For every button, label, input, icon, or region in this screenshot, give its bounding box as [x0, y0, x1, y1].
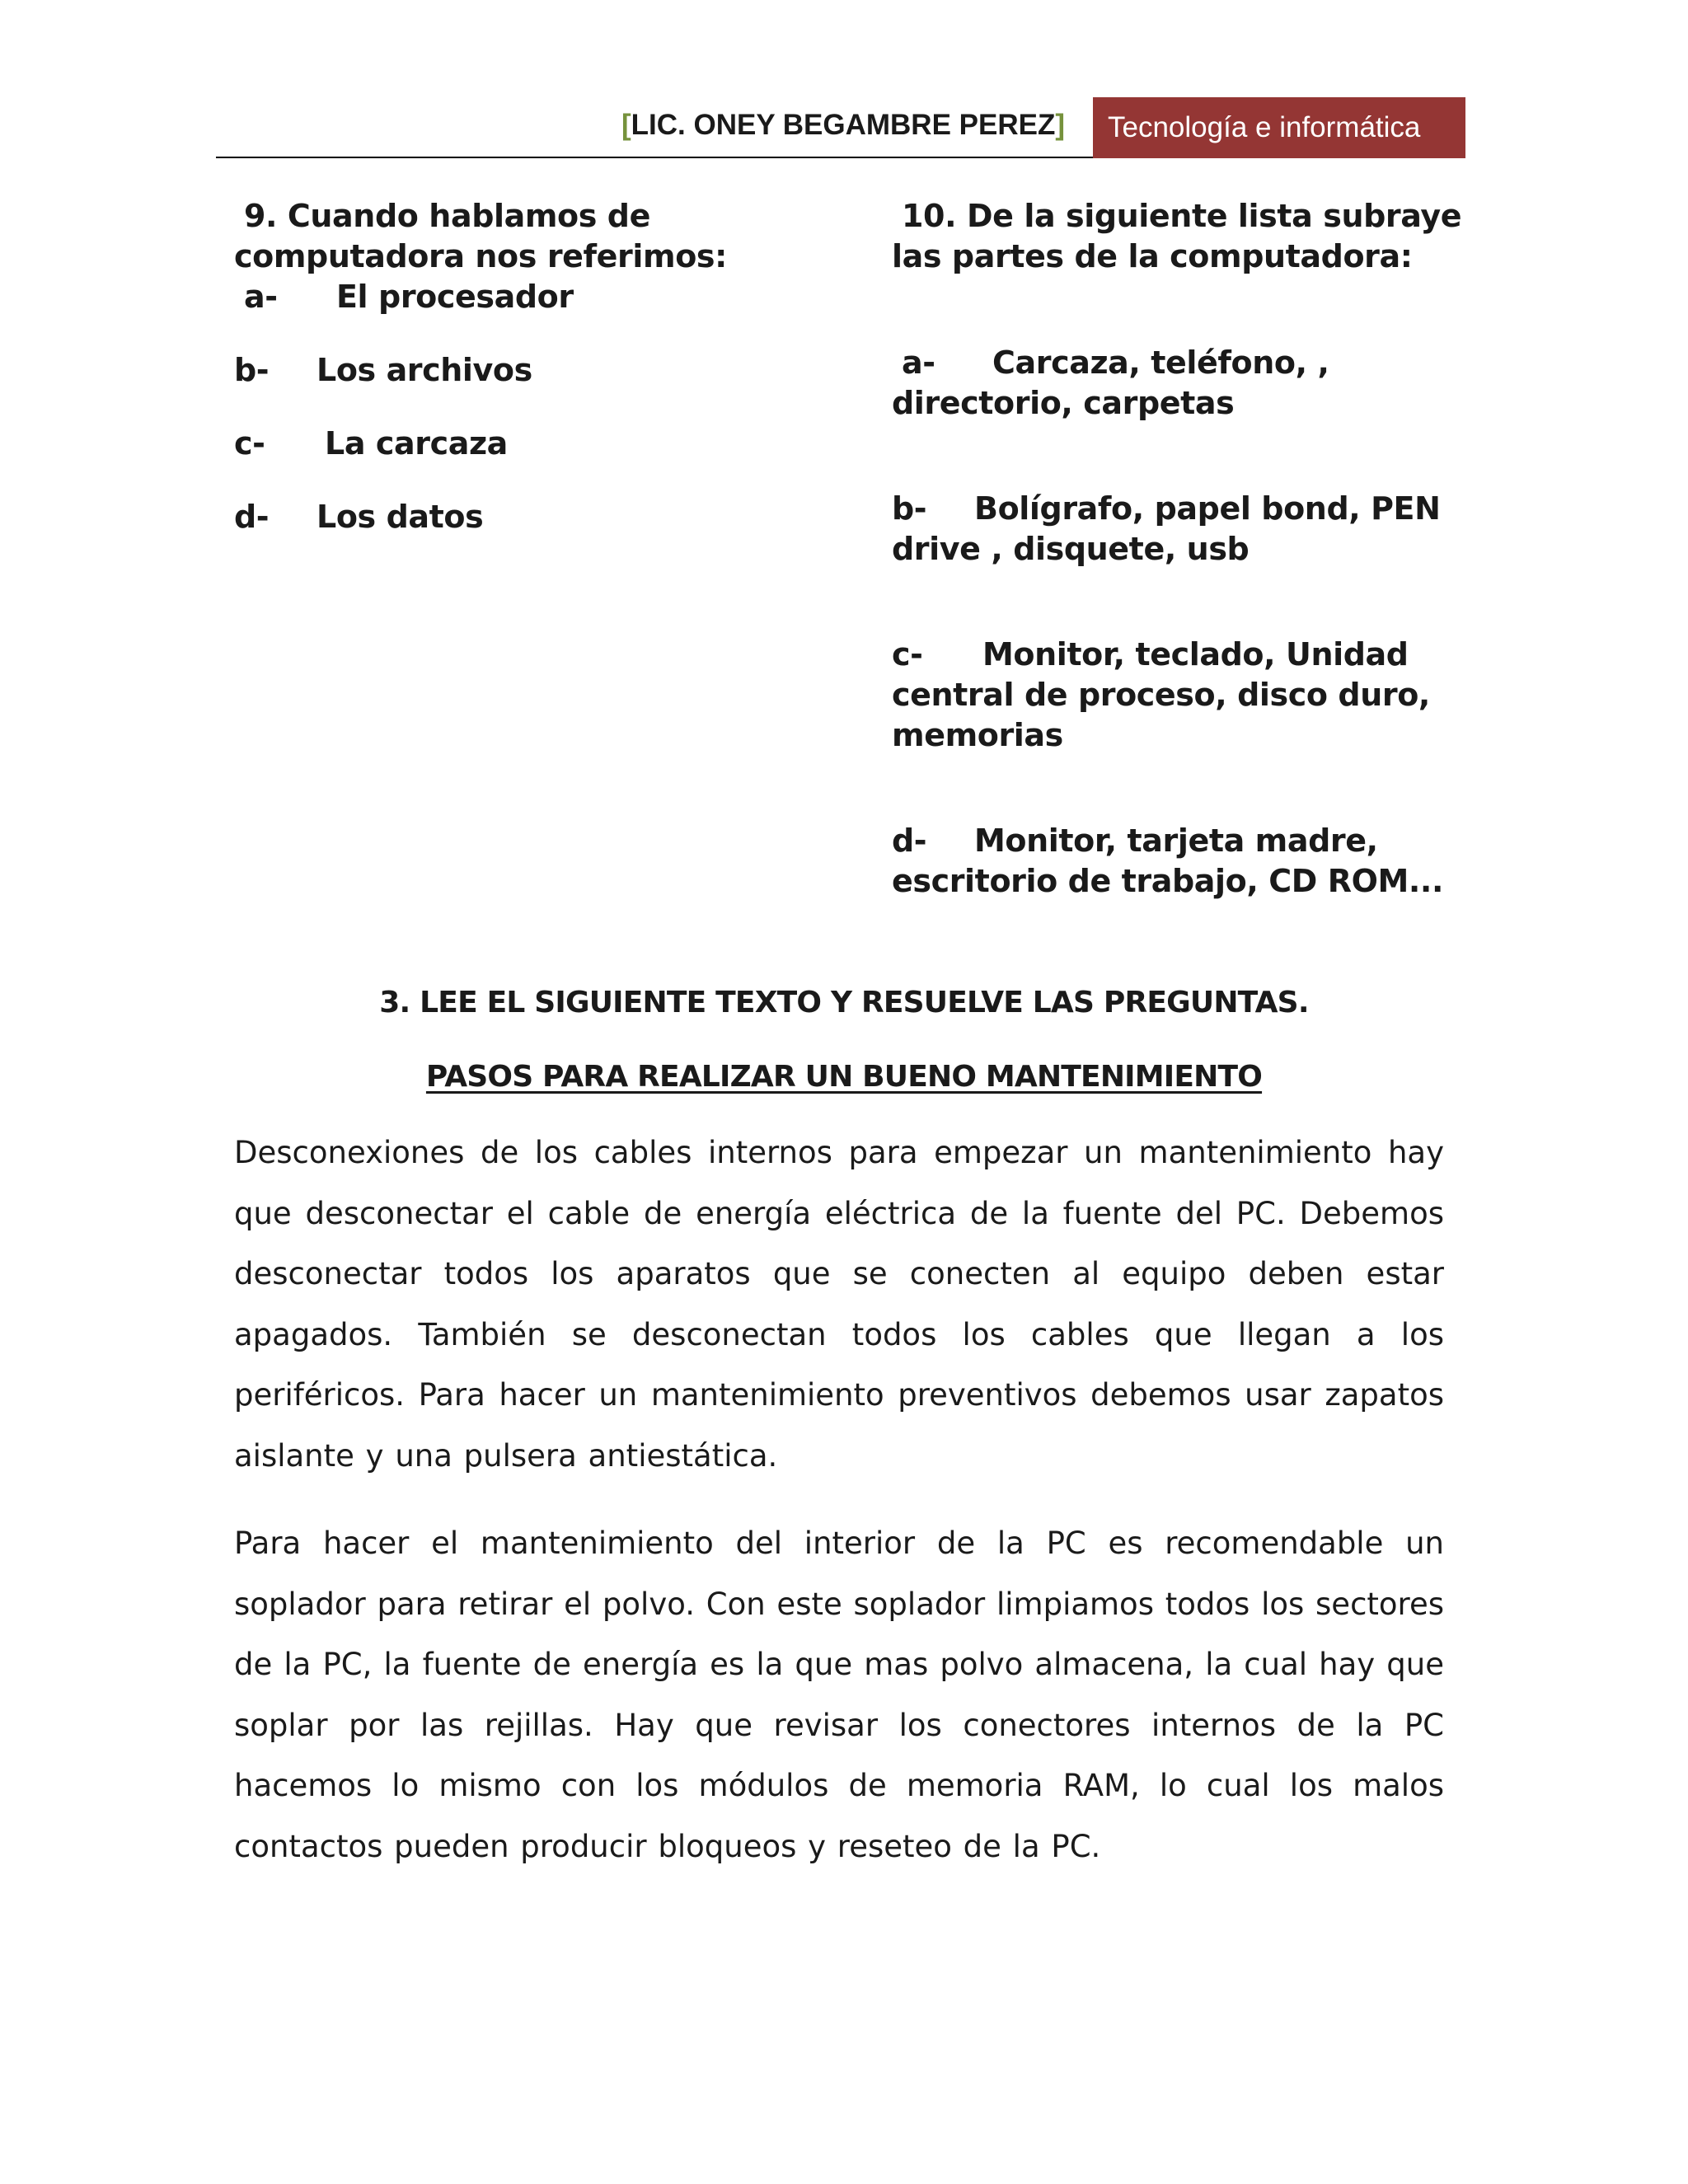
option-text: Monitor, tarjeta madre, escritorio de trabajo, CD ROM... — [892, 823, 1443, 899]
question-10 — [892, 196, 1469, 902]
question-10-option-a — [892, 343, 1469, 424]
bracket-open: [ — [621, 109, 631, 141]
section-heading: 3. LEE EL SIGUIENTE TEXTO Y RESUELVE LAS PREGUNTAS. — [379, 986, 1309, 1019]
subject-badge: Tecnología e informática — [1093, 97, 1465, 158]
option-text: La carcaza — [325, 425, 508, 462]
option-text: Monitor, teclado, Unidad central de proceso, disco duro, memorias — [892, 636, 1430, 753]
author-name — [621, 109, 1065, 142]
author-text: LIC. ONEY BEGAMBRE PEREZ — [631, 109, 1056, 141]
question-10-option-b — [892, 489, 1469, 569]
reading-title: PASOS PARA REALIZAR UN BUENO MANTENIMIENTO — [425, 1060, 1263, 1094]
question-10-option-c — [892, 635, 1469, 756]
question-10-title — [892, 196, 1469, 277]
option-letter: c- — [892, 636, 923, 673]
question-9 — [234, 196, 860, 537]
option-text: Carcaza, teléfono, , directorio, carpetas — [892, 344, 1329, 421]
question-9-text: Cuando hablamos de computadora nos referimos: — [234, 198, 727, 274]
question-9-option-a — [234, 277, 860, 317]
question-10-number: 10. — [902, 198, 957, 234]
option-letter: d- — [234, 499, 270, 535]
page-header — [216, 97, 1465, 158]
question-9-option-b — [234, 350, 860, 391]
option-letter: b- — [892, 490, 927, 527]
option-text: Bolígrafo, papel bond, PEN drive , disquete, usb — [892, 490, 1441, 567]
option-text: Los archivos — [316, 352, 532, 388]
reading-paragraph-1: Desconexiones de los cables internos para empezar un mantenimiento hay que desconectar el cable de energía eléctrica de la fuente del PC. Debemos desconectar todos los aparatos que se conecten al equipo deben estar apagados. También se desconectan todos los cables que llegan a los periféricos. Para hacer un mantenimiento preventivos debemos usar zapatos aislante y una pulsera antiestática. — [234, 1135, 1444, 1474]
option-letter: b- — [234, 352, 270, 388]
question-9-option-d — [234, 497, 860, 537]
question-9-option-c — [234, 424, 860, 464]
option-letter: a- — [902, 344, 935, 381]
question-9-number: 9. — [244, 198, 278, 234]
question-10-option-d — [892, 821, 1469, 902]
question-9-title — [234, 196, 860, 277]
option-letter: a- — [244, 279, 278, 315]
header-rule — [216, 157, 1095, 158]
option-letter: d- — [892, 823, 927, 859]
option-letter: c- — [234, 425, 265, 462]
bracket-close: ] — [1055, 109, 1065, 141]
question-10-text: De la siguiente lista subraye las partes de la computadora: — [892, 198, 1462, 274]
reading-paragraph-2: Para hacer el mantenimiento del interior de la PC es recomendable un soplador para retirar el polvo. Con este soplador limpiamos todos los sectores de la PC, la fuente de energía es la que mas polvo almacena, la cual hay que soplar por las rejillas. Hay que revisar los conectores internos de la PC hacemos lo mismo con los módulos de memoria RAM, lo cual los malos contactos pueden producir bloqueos y reseteo de la PC. — [234, 1526, 1444, 1864]
option-text: El procesador — [336, 279, 574, 315]
option-text: Los datos — [316, 499, 484, 535]
